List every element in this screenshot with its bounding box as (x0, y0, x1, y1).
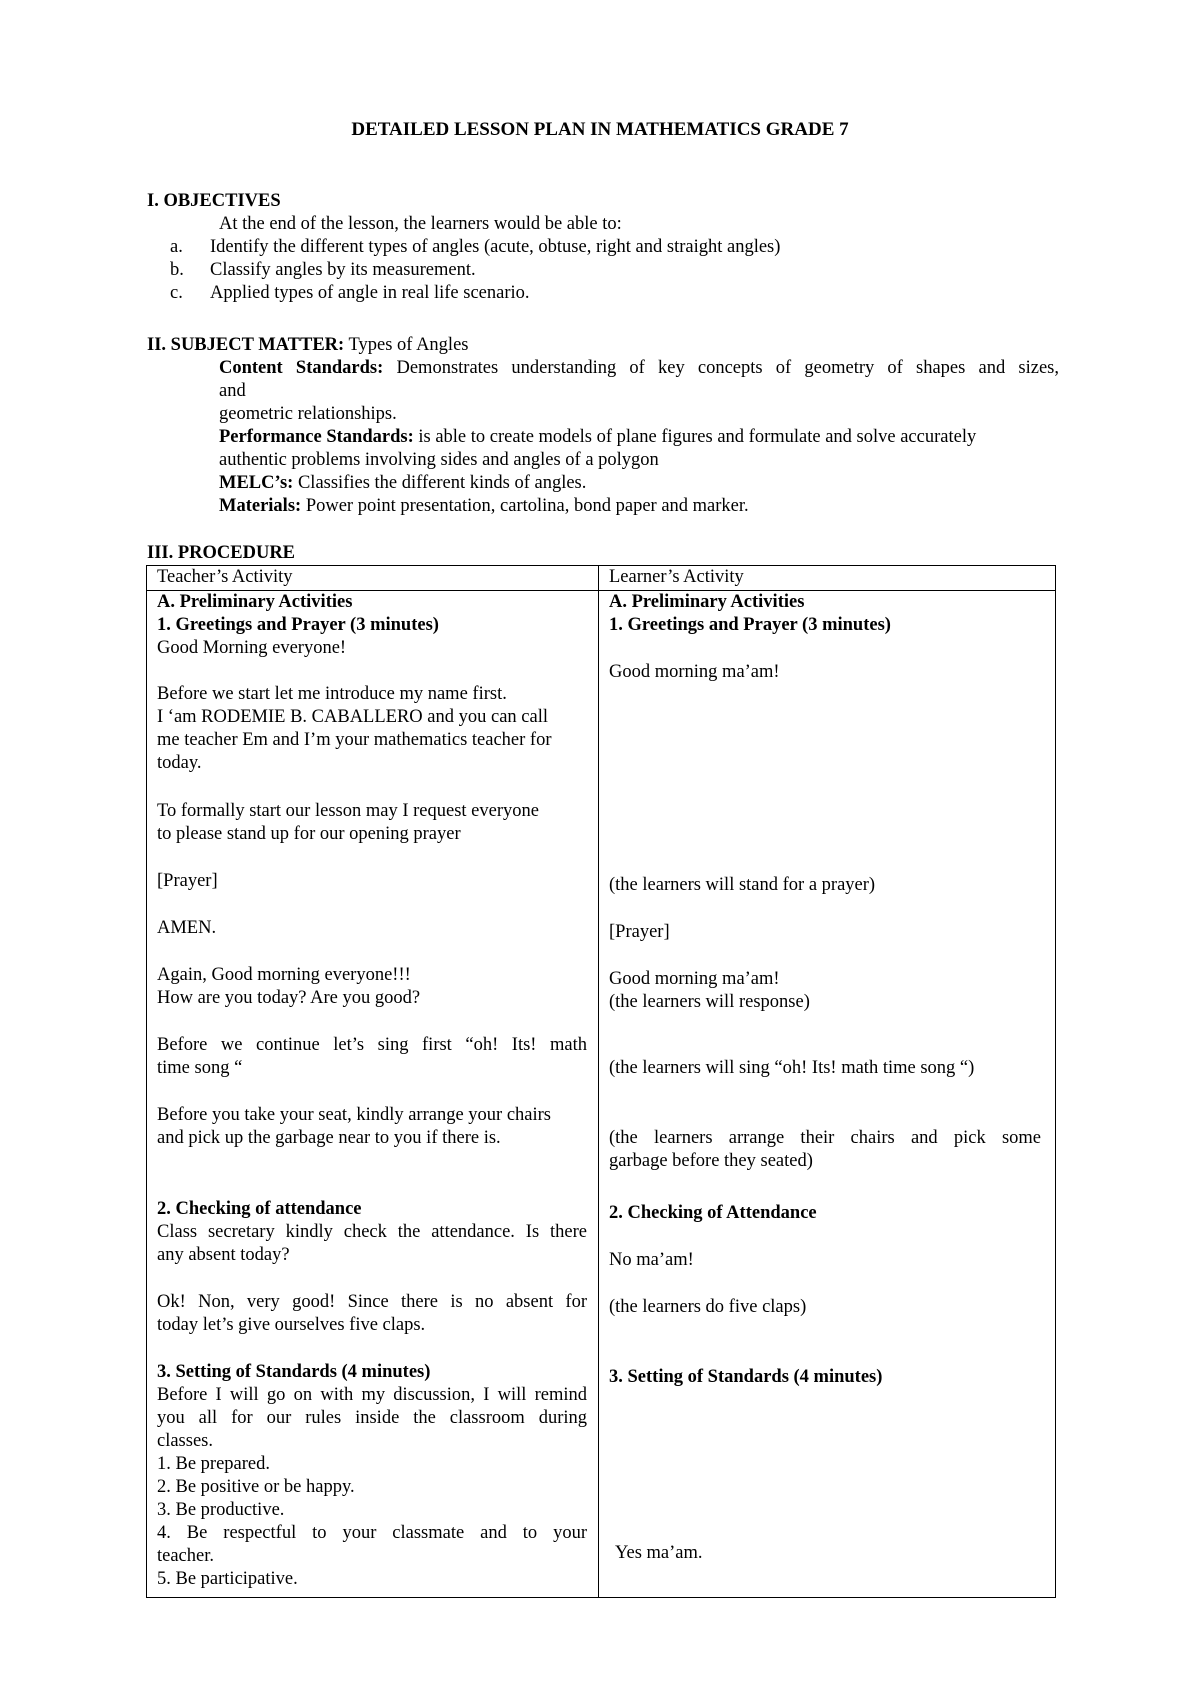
teacher-text: I ‘am RODEMIE B. CABALLERO and you can call (157, 707, 548, 727)
learner-stand: (the learners will stand for a prayer) (609, 875, 876, 895)
teacher-text: Good Morning everyone! (157, 638, 347, 658)
subject-matter-topic: Types of Angles (348, 335, 469, 355)
teacher-text: and pick up the garbage near to you if there is. (157, 1128, 501, 1148)
subject-matter-heading: II. SUBJECT MATTER: (147, 335, 345, 355)
teacher-text: Ok! Non, very good! Since there is no absent for (157, 1292, 587, 1312)
list-marker: b. (170, 260, 184, 280)
materials-label: Materials: (219, 496, 302, 516)
teacher-text: today. (157, 753, 202, 773)
teacher-text: Before you take your seat, kindly arrange your chairs (157, 1105, 552, 1125)
teacher-text: you all for our rules inside the classroom during (157, 1408, 587, 1428)
learner-text: (the learners arrange their chairs and pick some (609, 1128, 1041, 1148)
learner-sing: (the learners will sing “oh! Its! math time song “) (609, 1058, 975, 1078)
learner-standards-heading (609, 1366, 1041, 1389)
rule-item: 2. Be positive or be happy. (157, 1477, 355, 1497)
content-standards-label: Content Standards: (219, 358, 384, 378)
rule-item: 1. Be prepared. (157, 1454, 271, 1474)
list-item (170, 259, 780, 282)
melc (219, 472, 1059, 495)
teacher-claps-block (157, 1291, 587, 1337)
teacher-standards-heading: 3. Setting of Standards (4 minutes) (157, 1362, 431, 1382)
learner-text: Good morning ma’am! (609, 969, 780, 989)
materials (219, 495, 1059, 518)
teacher-intro-block (157, 683, 587, 775)
content-standards-cont: and (219, 381, 246, 401)
teacher-again-block (157, 964, 587, 1010)
teacher-text: Again, Good morning everyone!!! (157, 965, 411, 985)
column-header-learner: Learner’s Activity (609, 567, 744, 587)
list-item-text: Applied types of angle in real life scenario. (210, 283, 530, 303)
list-item-text: Identify the different types of angles (acute, obtuse, right and straight angles) (210, 237, 781, 257)
teacher-seat-block (157, 1104, 587, 1150)
learner-text: (the learners will response) (609, 992, 810, 1012)
teacher-text: Class secretary kindly check the attendance. Is there (157, 1222, 587, 1242)
procedure-table (146, 565, 1056, 1598)
rule-item: 5. Be participative. (157, 1569, 298, 1589)
learner-yes-maam: Yes ma’am. (615, 1543, 703, 1563)
teacher-attendance-heading: 2. Checking of attendance (157, 1199, 362, 1219)
learner-standards-title: 3. Setting of Standards (4 minutes) (609, 1367, 883, 1387)
teacher-sing-block (157, 1034, 587, 1080)
list-marker: c. (170, 283, 183, 303)
learner-prelim-heading: A. Preliminary Activities (609, 592, 805, 612)
learner-good-morning: Good morning ma’am! (609, 662, 780, 682)
melc-label: MELC’s: (219, 473, 294, 493)
teacher-text: How are you today? Are you good? (157, 988, 421, 1008)
content-standards-cont: geometric relationships. (219, 404, 397, 424)
learner-again-block (609, 968, 1041, 1014)
teacher-text: Before we continue let’s sing first “oh! Its! math (157, 1035, 587, 1055)
subject-matter-line (147, 334, 469, 357)
learner-prayer: [Prayer] (609, 922, 670, 942)
teacher-text: any absent today? (157, 1245, 290, 1265)
learner-attendance-heading (609, 1202, 1041, 1225)
teacher-greetings-block (157, 591, 587, 660)
column-divider (598, 566, 599, 1597)
content-standards (219, 357, 1059, 380)
objectives-heading: I. OBJECTIVES (147, 191, 281, 211)
teacher-standards-block (157, 1361, 587, 1591)
list-item (170, 282, 780, 305)
list-item (170, 236, 780, 259)
materials-text: Power point presentation, cartolina, bond paper and marker. (305, 496, 749, 516)
teacher-greet-heading: 1. Greetings and Prayer (3 minutes) (157, 615, 439, 635)
learner-no-maam: No ma’am! (609, 1250, 694, 1270)
document-title: DETAILED LESSON PLAN IN MATHEMATICS GRADE 7 (351, 119, 849, 140)
performance-standards-label: Performance Standards: (219, 427, 414, 447)
learner-arrange-block (609, 1127, 1041, 1173)
teacher-prayer: [Prayer] (157, 871, 218, 891)
melc-text: Classifies the different kinds of angles. (297, 473, 587, 493)
objectives-intro: At the end of the lesson, the learners would be able to: (219, 214, 622, 234)
teacher-prelim-heading: A. Preliminary Activities (157, 592, 353, 612)
list-marker: a. (170, 237, 183, 257)
learner-text: garbage before they seated) (609, 1151, 813, 1171)
performance-standards (219, 426, 1059, 449)
teacher-attendance-block (157, 1198, 587, 1267)
objectives-list (170, 236, 780, 305)
teacher-amen: AMEN. (157, 918, 217, 938)
standards-block (219, 357, 1059, 518)
rule-item: 3. Be productive. (157, 1500, 285, 1520)
learner-greetings-block (609, 591, 1041, 637)
teacher-text: time song “ (157, 1058, 243, 1078)
teacher-text: Before I will go on with my discussion, I will remind (157, 1385, 587, 1405)
performance-standards-text: is able to create models of plane figures and formulate and solve accurately (418, 427, 977, 447)
teacher-text: to please stand up for our opening prayer (157, 824, 461, 844)
teacher-text: me teacher Em and I’m your mathematics teacher for (157, 730, 552, 750)
teacher-text: Before we start let me introduce my name first. (157, 684, 507, 704)
learner-claps: (the learners do five claps) (609, 1297, 807, 1317)
teacher-prayer-request (157, 800, 587, 846)
teacher-text: To formally start our lesson may I request everyone (157, 801, 539, 821)
teacher-text: today let’s give ourselves five claps. (157, 1315, 426, 1335)
column-header-teacher: Teacher’s Activity (157, 567, 293, 587)
learner-attendance-title: 2. Checking of Attendance (609, 1203, 817, 1223)
list-item-text: Classify angles by its measurement. (210, 260, 476, 280)
rule-item: 4. Be respectful to your classmate and to your (157, 1523, 587, 1543)
performance-standards-cont: authentic problems involving sides and angles of a polygon (219, 450, 659, 470)
learner-greet-heading: 1. Greetings and Prayer (3 minutes) (609, 615, 891, 635)
rule-item: teacher. (157, 1546, 214, 1566)
content-standards-text: Demonstrates understanding of key concepts of geometry of shapes and sizes, (396, 358, 1060, 378)
procedure-heading: III. PROCEDURE (147, 543, 296, 563)
teacher-text: classes. (157, 1431, 213, 1451)
